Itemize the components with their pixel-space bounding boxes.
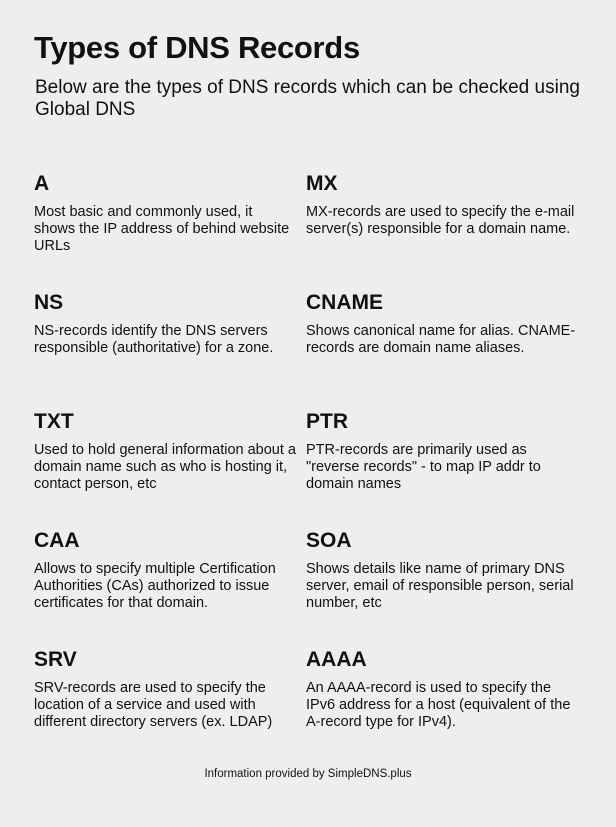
record-name: A — [34, 172, 50, 195]
record-srv — [34, 647, 296, 731]
record-name: SOA — [306, 529, 352, 552]
record-cname — [306, 290, 576, 357]
record-description: SRV-records are used to specify the location of a service and used with different directory servers (ex. LDAP) — [34, 680, 273, 730]
record-description: NS-records identify the DNS servers responsible (authoritative) for a zone. — [34, 323, 274, 356]
record-name: CAA — [34, 529, 80, 552]
page-subtitle: Below are the types of DNS records which can be checked using Global DNS — [35, 77, 580, 120]
record-description: Allows to specify multiple Certification Authorities (CAs) authorized to issue certificates for that domain. — [34, 561, 276, 611]
record-aaaa — [306, 647, 576, 731]
record-txt — [34, 409, 296, 493]
record-mx — [306, 171, 576, 238]
record-name: TXT — [34, 410, 74, 433]
record-description: An AAAA-record is used to specify the IPv6 address for a host (equivalent of the A-record type for IPv4). — [306, 680, 571, 730]
record-description: Shows canonical name for alias. CNAME-records are domain name aliases. — [306, 323, 576, 356]
record-description: Shows details like name of primary DNS server, email of responsible person, serial number, etc — [306, 561, 574, 611]
footer-credit: Information provided by SimpleDNS.plus — [204, 768, 412, 780]
record-name: NS — [34, 291, 64, 314]
record-ptr — [306, 409, 576, 493]
page-title: Types of DNS Records — [34, 30, 360, 65]
record-description: MX-records are used to specify the e-mail server(s) responsible for a domain name. — [306, 204, 575, 237]
record-name: MX — [306, 172, 338, 195]
record-name: PTR — [306, 410, 348, 433]
record-description: Used to hold general information about a domain name such as who is hosting it, contact person, etc — [34, 442, 296, 492]
record-soa — [306, 528, 576, 612]
record-a — [34, 171, 296, 255]
record-name: AAAA — [306, 648, 367, 671]
record-name: CNAME — [306, 291, 383, 314]
record-description: Most basic and commonly used, it shows the IP address of behind website URLs — [34, 204, 290, 254]
record-ns — [34, 290, 296, 357]
record-caa — [34, 528, 296, 612]
record-description: PTR-records are primarily used as "reverse records" - to map IP addr to domain names — [306, 442, 541, 492]
record-name: SRV — [34, 648, 77, 671]
